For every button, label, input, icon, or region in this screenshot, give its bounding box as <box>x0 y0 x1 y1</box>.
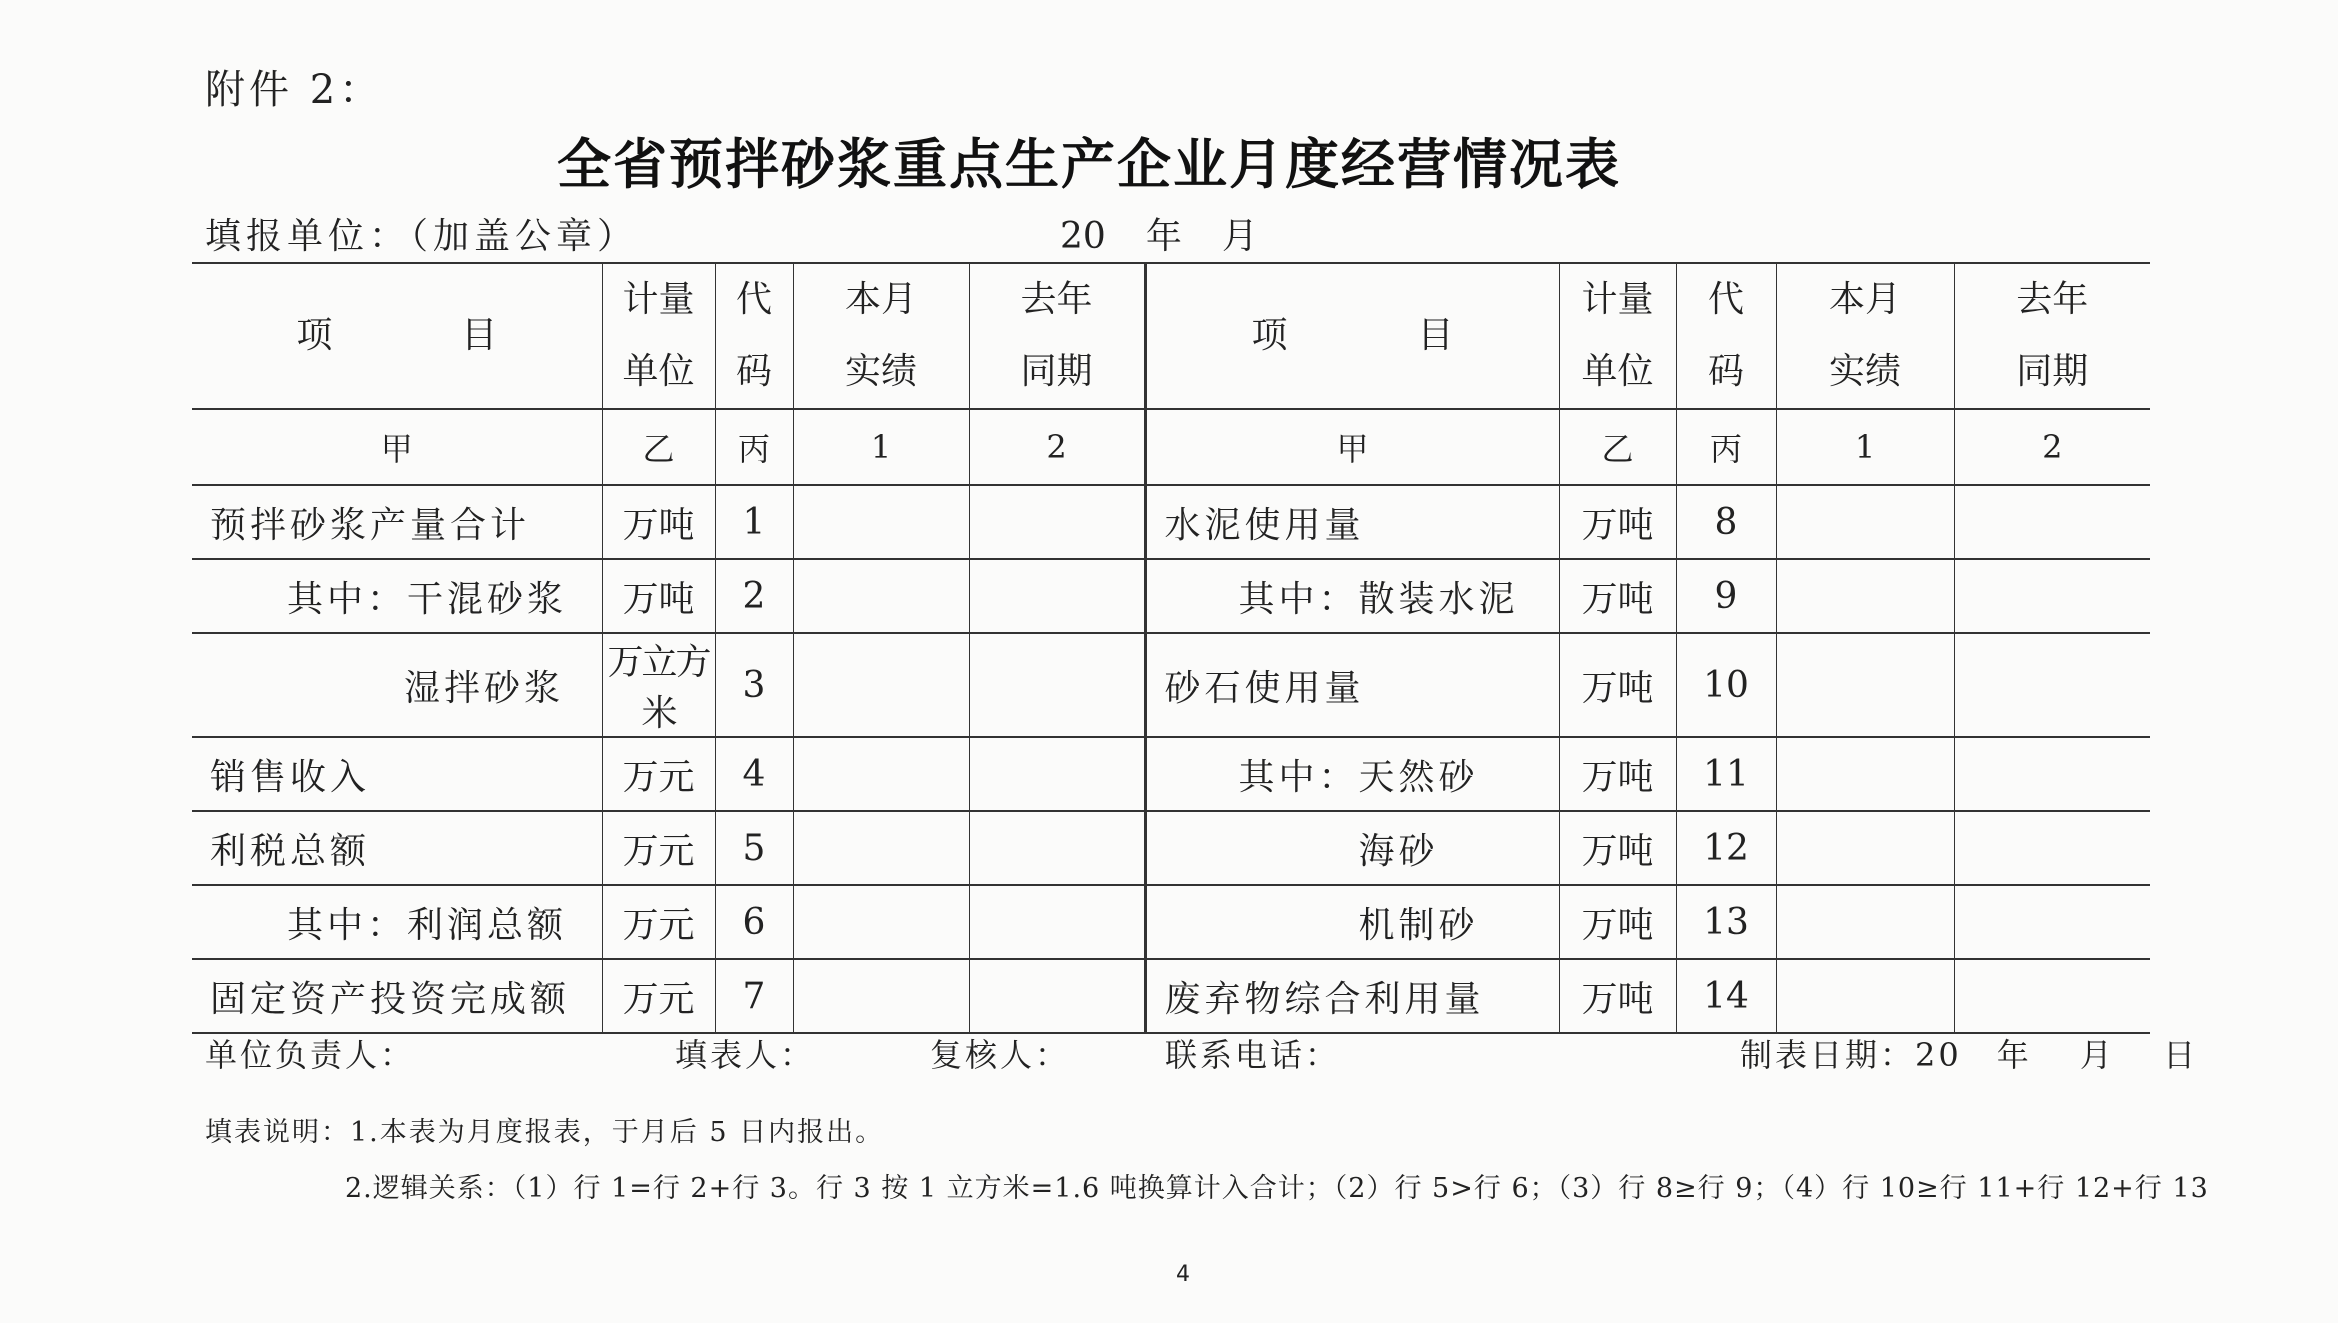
row-code-right: 14 <box>1676 959 1776 1033</box>
period-month-label: 月 <box>1221 216 1258 257</box>
row-item-right: 废弃物综合利用量 <box>1145 959 1559 1033</box>
header-last-year: 去年 同期 <box>969 263 1145 409</box>
instruction-note-1: 填表说明：1.本表为月度报表，于月后 5 日内报出。 <box>205 1117 885 1148</box>
last-year-value-cell[interactable] <box>1954 633 2150 737</box>
row-item-left: 固定资产投资完成额 <box>192 959 602 1033</box>
row-unit-left: 万元 <box>602 959 715 1033</box>
last-year-value-cell[interactable] <box>1954 885 2150 959</box>
table-row <box>192 959 2150 1033</box>
row-item-right: 砂石使用量 <box>1145 633 1559 737</box>
row-code-left: 7 <box>715 959 793 1033</box>
row-code-left: 6 <box>715 885 793 959</box>
current-value-cell[interactable] <box>1776 633 1954 737</box>
last-year-value-cell[interactable] <box>1954 559 2150 633</box>
row-unit-left: 万吨 <box>602 559 715 633</box>
header-current-month-right: 本月 实绩 <box>1776 263 1954 409</box>
current-value-cell[interactable] <box>1776 959 1954 1033</box>
last-year-value-cell[interactable] <box>969 633 1145 737</box>
last-year-value-cell[interactable] <box>969 959 1145 1033</box>
row-item-right: 海砂 <box>1145 811 1559 885</box>
row-code-right: 13 <box>1676 885 1776 959</box>
reporting-unit-label: 填报单位：（加盖公章） <box>205 216 639 257</box>
table-row <box>192 633 2150 737</box>
row-unit-left: 万吨 <box>602 485 715 559</box>
row-unit-left: 万元 <box>602 737 715 811</box>
header-item-right: 项 目 <box>1145 263 1559 409</box>
period-year-label: 年 <box>1145 216 1182 257</box>
index-cell: 甲 <box>192 409 602 485</box>
footer-filler-label: 填表人： <box>675 1036 816 1074</box>
row-unit-right: 万吨 <box>1559 633 1676 737</box>
footer-reviewer-label: 复核人： <box>930 1036 1071 1074</box>
current-value-cell[interactable] <box>793 485 969 559</box>
table-row <box>192 885 2150 959</box>
row-code-left: 1 <box>715 485 793 559</box>
header-unit: 计量 单位 <box>602 263 715 409</box>
table-row <box>192 485 2150 559</box>
row-code-left: 2 <box>715 559 793 633</box>
row-item-right: 机制砂 <box>1145 885 1559 959</box>
row-item-left: 销售收入 <box>192 737 602 811</box>
current-value-cell[interactable] <box>1776 811 1954 885</box>
index-cell: 甲 <box>1145 409 1559 485</box>
footer-phone-label: 联系电话： <box>1165 1036 1341 1074</box>
index-cell: 丙 <box>715 409 793 485</box>
row-unit-right: 万吨 <box>1559 959 1676 1033</box>
table-row <box>192 559 2150 633</box>
index-cell: 乙 <box>602 409 715 485</box>
index-cell: 1 <box>793 409 969 485</box>
period-year-prefix: 20 <box>1060 216 1106 257</box>
row-unit-left: 万立方米 <box>602 633 715 737</box>
row-item-left: 预拌砂浆产量合计 <box>192 485 602 559</box>
operations-table <box>192 262 2150 1034</box>
row-code-right: 11 <box>1676 737 1776 811</box>
row-code-right: 12 <box>1676 811 1776 885</box>
header-code-right: 代 码 <box>1676 263 1776 409</box>
annex-label: 附件 2： <box>205 67 384 113</box>
row-item-left: 湿拌砂浆 <box>192 633 602 737</box>
header-code: 代 码 <box>715 263 793 409</box>
row-item-right: 其中：天然砂 <box>1145 737 1559 811</box>
header-row <box>192 263 2150 409</box>
row-code-right: 8 <box>1676 485 1776 559</box>
last-year-value-cell[interactable] <box>969 885 1145 959</box>
current-value-cell[interactable] <box>793 737 969 811</box>
header-unit-right: 计量 单位 <box>1559 263 1676 409</box>
form-title: 全省预拌砂浆重点生产企业月度经营情况表 <box>557 132 1621 196</box>
row-code-left: 4 <box>715 737 793 811</box>
footer-date-label: 制表日期：20 年 月 日 <box>1740 1036 2199 1074</box>
instruction-note-2: 2.逻辑关系：（1）行 1=行 2+行 3。行 3 按 1 立方米=1.6 吨换算计入合计；（2）行 5>行 6；（3）行 8≥行 9；（4）行 10≥行 11+行 12+行 13 <box>345 1173 2209 1204</box>
row-unit-right: 万吨 <box>1559 885 1676 959</box>
last-year-value-cell[interactable] <box>969 811 1145 885</box>
table-row <box>192 811 2150 885</box>
last-year-value-cell[interactable] <box>1954 485 2150 559</box>
current-value-cell[interactable] <box>793 959 969 1033</box>
index-cell: 2 <box>969 409 1145 485</box>
row-unit-right: 万吨 <box>1559 811 1676 885</box>
current-value-cell[interactable] <box>793 559 969 633</box>
row-code-right: 10 <box>1676 633 1776 737</box>
row-item-right: 其中：散装水泥 <box>1145 559 1559 633</box>
table-row <box>192 737 2150 811</box>
last-year-value-cell[interactable] <box>969 737 1145 811</box>
current-value-cell[interactable] <box>1776 485 1954 559</box>
row-code-left: 3 <box>715 633 793 737</box>
last-year-value-cell[interactable] <box>1954 737 2150 811</box>
row-unit-left: 万元 <box>602 885 715 959</box>
current-value-cell[interactable] <box>1776 737 1954 811</box>
row-unit-right: 万吨 <box>1559 485 1676 559</box>
header-item: 项 目 <box>192 263 602 409</box>
current-value-cell[interactable] <box>1776 885 1954 959</box>
last-year-value-cell[interactable] <box>1954 811 2150 885</box>
index-cell: 丙 <box>1676 409 1776 485</box>
header-current-month: 本月 实绩 <box>793 263 969 409</box>
last-year-value-cell[interactable] <box>969 559 1145 633</box>
row-code-left: 5 <box>715 811 793 885</box>
index-cell: 乙 <box>1559 409 1676 485</box>
last-year-value-cell[interactable] <box>1954 959 2150 1033</box>
current-value-cell[interactable] <box>1776 559 1954 633</box>
current-value-cell[interactable] <box>793 885 969 959</box>
header-last-year-right: 去年 同期 <box>1954 263 2150 409</box>
footer-head-label: 单位负责人： <box>205 1036 416 1074</box>
report-period <box>1060 208 1298 259</box>
index-row <box>192 409 2150 485</box>
row-item-right: 水泥使用量 <box>1145 485 1559 559</box>
row-code-right: 9 <box>1676 559 1776 633</box>
current-value-cell[interactable] <box>793 811 969 885</box>
index-cell: 2 <box>1954 409 2150 485</box>
row-unit-right: 万吨 <box>1559 737 1676 811</box>
row-unit-left: 万元 <box>602 811 715 885</box>
last-year-value-cell[interactable] <box>969 485 1145 559</box>
row-item-left: 其中：利润总额 <box>192 885 602 959</box>
page-number: 4 <box>1176 1262 1190 1287</box>
row-item-left: 利税总额 <box>192 811 602 885</box>
current-value-cell[interactable] <box>793 633 969 737</box>
index-cell: 1 <box>1776 409 1954 485</box>
row-unit-right: 万吨 <box>1559 559 1676 633</box>
row-item-left: 其中：干混砂浆 <box>192 559 602 633</box>
